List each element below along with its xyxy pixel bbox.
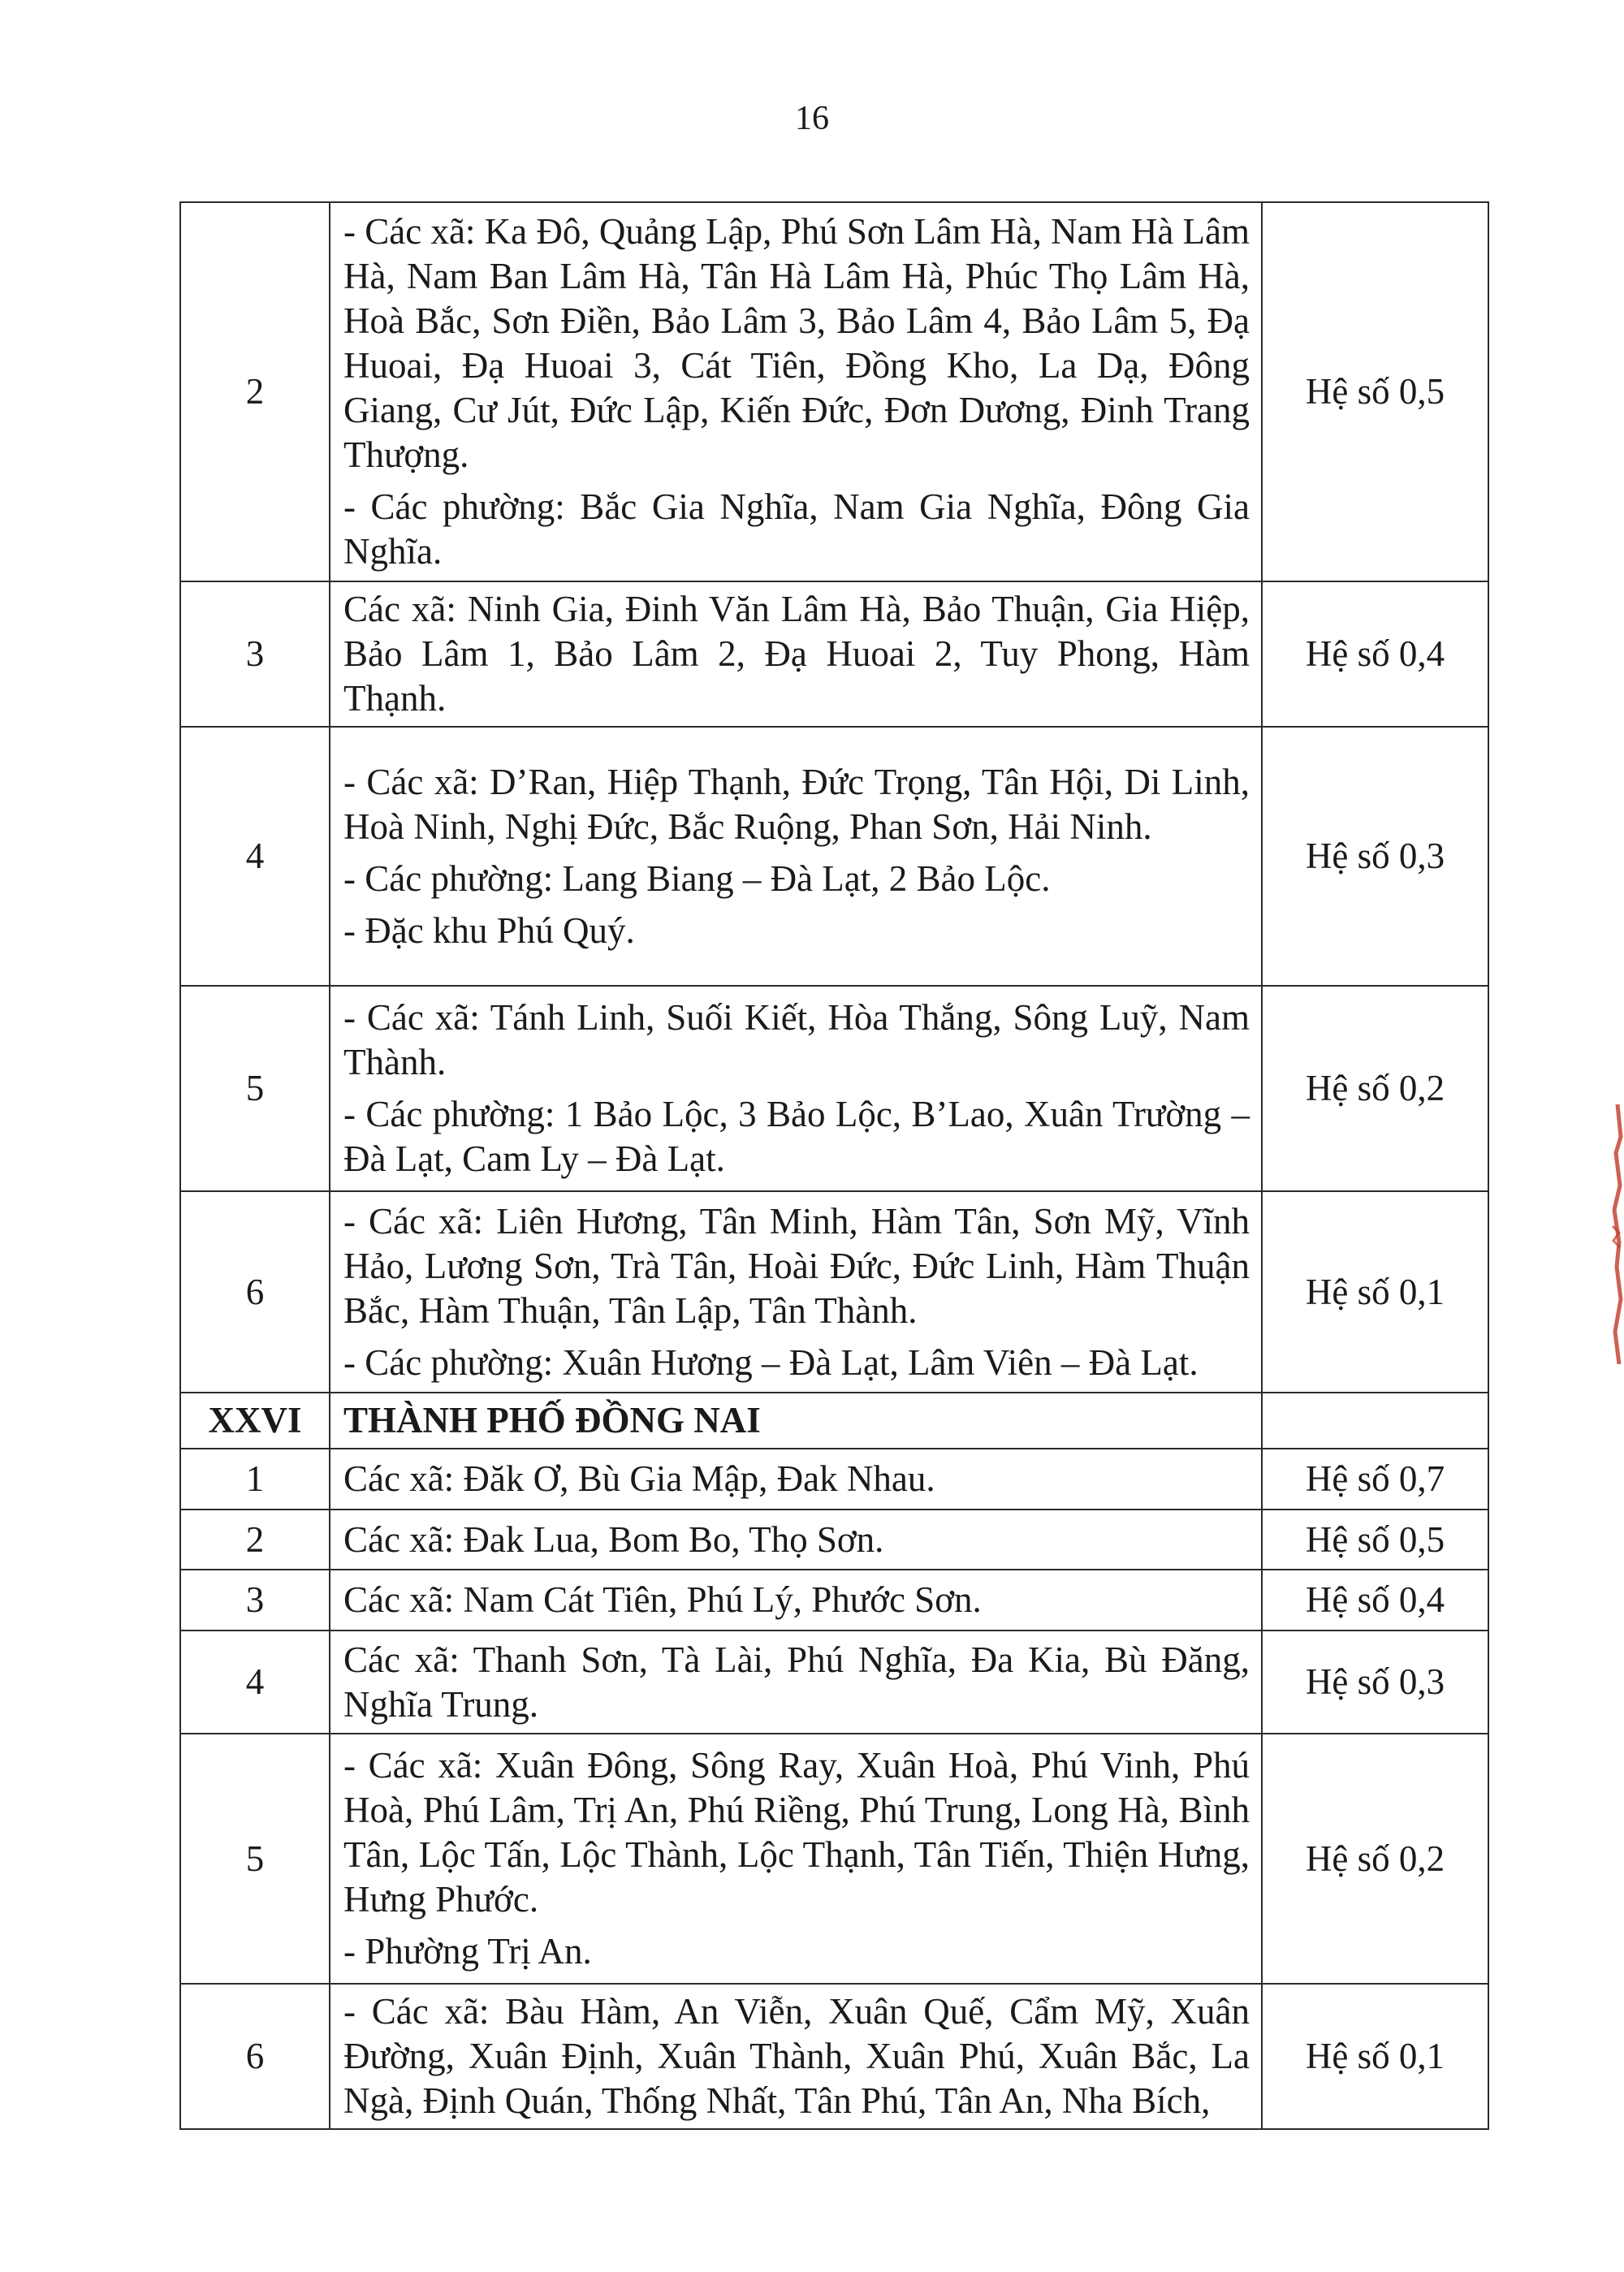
- table-row: [180, 986, 1488, 1191]
- row-number: 4: [180, 1631, 330, 1734]
- table-row: [180, 1449, 1488, 1510]
- row-number: 6: [180, 1191, 330, 1393]
- section-title: THÀNH PHỐ ĐỒNG NAI: [330, 1393, 1262, 1449]
- row-coefficient: Hệ số 0,3: [1262, 727, 1488, 986]
- row-number: 2: [180, 1510, 330, 1570]
- row-number: 3: [180, 1570, 330, 1631]
- page-number: 16: [795, 100, 829, 137]
- row-line: - Các xã: Ka Đô, Quảng Lập, Phú Sơn Lâm Hà, Nam Hà Lâm Hà, Nam Ban Lâm Hà, Tân Hà Lâm Hà, Phúc Thọ Lâm Hà, Hoà Bắc, Sơn Điền, Bảo Lâm 3, Bảo Lâm 4, Bảo Lâm 5, Đạ Huoai, Đạ Huoai 3, Cát Tiên, Đồng Kho, La Dạ, Đông Giang, Cư Jút, Đức Lập, Kiến Đức, Đơn Dương, Đinh Trang Thượng.: [343, 211, 1250, 475]
- row-line: Các xã: Nam Cát Tiên, Phú Lý, Phước Sơn.: [343, 1579, 982, 1620]
- row-line: - Các xã: Xuân Đông, Sông Ray, Xuân Hoà, Phú Vinh, Phú Hoà, Phú Lâm, Trị An, Phú Riềng, Phú Trung, Long Hà, Bình Tân, Lộc Tấn, Lộc Thành, Lộc Thạnh, Tân Tiến, Thiện Hưng, Hưng Phước.: [343, 1745, 1250, 1920]
- section-number: XXVI: [180, 1393, 330, 1449]
- row-number: 2: [180, 202, 330, 581]
- row-content: [330, 581, 1262, 727]
- row-line: - Các xã: D’Ran, Hiệp Thạnh, Đức Trọng, Tân Hội, Di Linh, Hoà Ninh, Nghị Đức, Bắc Ruộng, Phan Sơn, Hải Ninh.: [343, 761, 1250, 847]
- row-line: - Các phường: Xuân Hương – Đà Lạt, Lâm Viên – Đà Lạt.: [343, 1341, 1199, 1383]
- row-line: Các xã: Thanh Sơn, Tà Lài, Phú Nghĩa, Đa Kia, Bù Đăng, Nghĩa Trung.: [343, 1639, 1250, 1725]
- row-number: 1: [180, 1449, 330, 1510]
- row-coefficient: Hệ số 0,5: [1262, 202, 1488, 581]
- table-row: [180, 581, 1488, 727]
- table-row: [180, 1510, 1488, 1570]
- row-coefficient: Hệ số 0,7: [1262, 1449, 1488, 1510]
- row-line: - Các phường: Bắc Gia Nghĩa, Nam Gia Nghĩa, Đông Gia Nghĩa.: [343, 486, 1250, 572]
- table-row: [180, 727, 1488, 986]
- section-row: [180, 1393, 1488, 1449]
- row-line: - Các phường: 1 Bảo Lộc, 3 Bảo Lộc, B’Lao, Xuân Trường – Đà Lạt, Cam Ly – Đà Lạt.: [343, 1094, 1250, 1179]
- row-line: - Các xã: Bàu Hàm, An Viễn, Xuân Quế, Cẩm Mỹ, Xuân Đường, Xuân Định, Xuân Thành, Xuân Phú, Xuân Bắc, La Ngà, Định Quán, Thống Nhất, Tân Phú, Tân An, Nha Bích,: [343, 1991, 1250, 2121]
- table-row: [180, 1191, 1488, 1393]
- row-number: 3: [180, 581, 330, 727]
- row-line: Các xã: Ninh Gia, Đinh Văn Lâm Hà, Bảo Thuận, Gia Hiệp, Bảo Lâm 1, Bảo Lâm 2, Đạ Huoai 2, Tuy Phong, Hàm Thạnh.: [343, 589, 1250, 719]
- row-content: [330, 1449, 1262, 1510]
- row-coefficient: Hệ số 0,4: [1262, 1570, 1488, 1631]
- row-content: [330, 1734, 1262, 1984]
- row-coefficient: Hệ số 0,1: [1262, 1191, 1488, 1393]
- row-line: Các xã: Đak Lua, Bom Bo, Thọ Sơn.: [343, 1518, 884, 1560]
- row-number: 5: [180, 986, 330, 1191]
- table-row: [180, 1570, 1488, 1631]
- row-coefficient: Hệ số 0,5: [1262, 1510, 1488, 1570]
- row-coefficient: Hệ số 0,4: [1262, 581, 1488, 727]
- row-content: [330, 727, 1262, 986]
- row-line: - Đặc khu Phú Quý.: [343, 909, 635, 951]
- row-content: [330, 1984, 1262, 2129]
- table-row: [180, 1984, 1488, 2129]
- table-row: [180, 1631, 1488, 1734]
- row-line: - Các xã: Tánh Linh, Suối Kiết, Hòa Thắng, Sông Luỹ, Nam Thành.: [343, 997, 1250, 1082]
- row-number: 5: [180, 1734, 330, 1984]
- row-line: - Phường Trị An.: [343, 1931, 592, 1972]
- row-coefficient: Hệ số 0,3: [1262, 1631, 1488, 1734]
- row-line: - Các xã: Liên Hương, Tân Minh, Hàm Tân, Sơn Mỹ, Vĩnh Hảo, Lương Sơn, Trà Tân, Hoài Đức, Đức Linh, Hàm Thuận Bắc, Hàm Thuận, Tân Lập, Tân Thành.: [343, 1200, 1250, 1331]
- row-content: [330, 1510, 1262, 1570]
- row-line: - Các phường: Lang Biang – Đà Lạt, 2 Bảo Lộc.: [343, 857, 1051, 899]
- row-content: [330, 1631, 1262, 1734]
- table-row: [180, 202, 1488, 581]
- table-row: [180, 1734, 1488, 1984]
- coefficient-table: [179, 201, 1489, 2130]
- row-content: [330, 202, 1262, 581]
- row-number: 6: [180, 1984, 330, 2129]
- row-line: Các xã: Đăk Ơ, Bù Gia Mập, Đak Nhau.: [343, 1458, 935, 1499]
- row-content: [330, 1570, 1262, 1631]
- section-coefficient: [1262, 1393, 1488, 1449]
- row-coefficient: Hệ số 0,1: [1262, 1984, 1488, 2129]
- row-content: [330, 1191, 1262, 1393]
- row-content: [330, 986, 1262, 1191]
- row-coefficient: Hệ số 0,2: [1262, 1734, 1488, 1984]
- row-coefficient: Hệ số 0,2: [1262, 986, 1488, 1191]
- red-seal-edge-mark: [1609, 1104, 1624, 1364]
- row-number: 4: [180, 727, 330, 986]
